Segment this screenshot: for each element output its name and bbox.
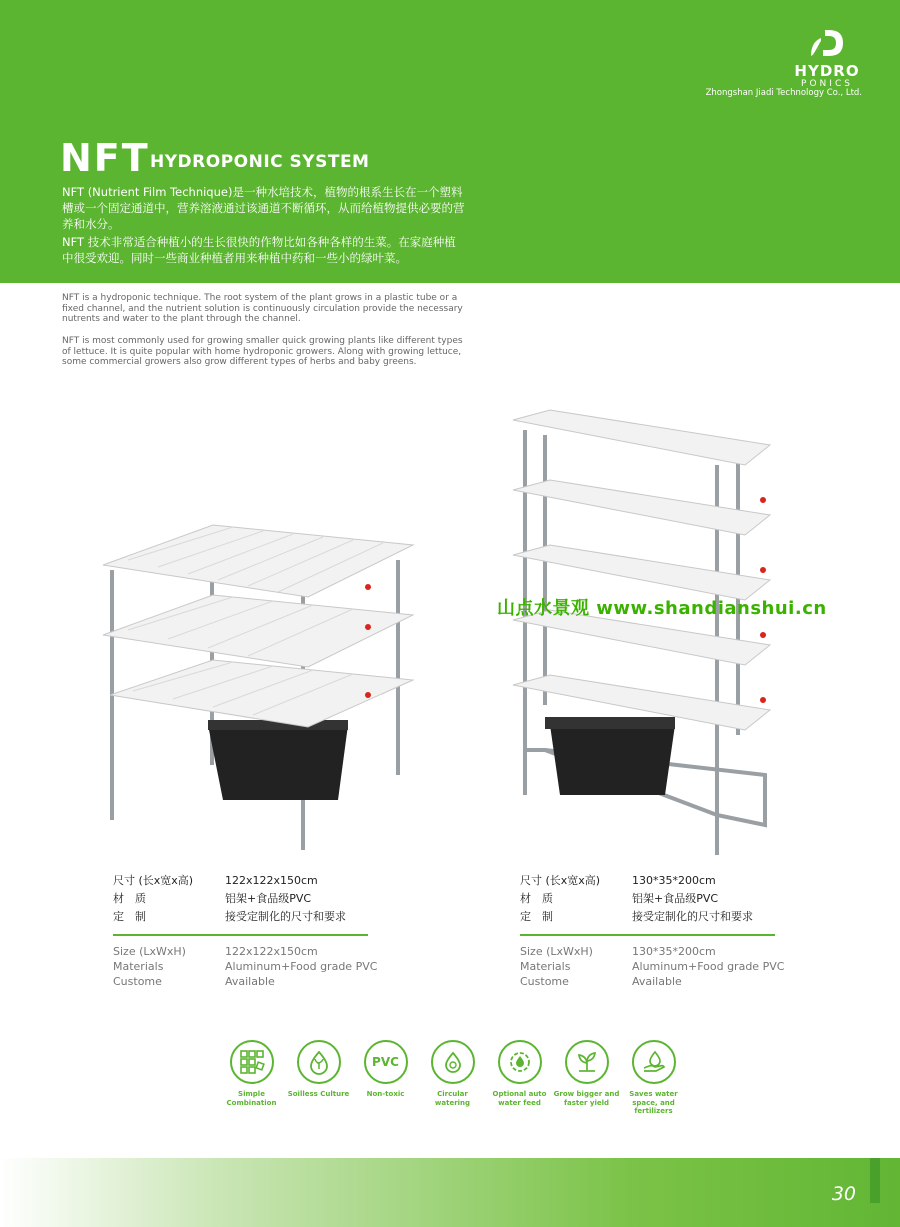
pvc-badge-icon: [364, 1040, 408, 1084]
spec-value: 122x122x150cm: [225, 945, 318, 958]
spec-divider: [520, 934, 775, 936]
page-number: 30: [831, 1183, 856, 1205]
spec-key: 定 制: [520, 910, 553, 923]
pvc-badge-text: PVC: [372, 1055, 399, 1069]
brand-logo: [792, 26, 862, 89]
spec-row: [113, 890, 377, 908]
page-title-main: NFT: [60, 136, 150, 180]
brand-line-1: HYDRO: [794, 62, 860, 80]
spec-divider: [113, 934, 368, 936]
spec-value: Available: [632, 975, 682, 988]
product-2-specs: [520, 872, 784, 989]
feature-label: Saves water space, and fertilizers: [629, 1090, 678, 1115]
brand-line-2: PONICS: [801, 79, 853, 89]
feature-label: Non-toxic: [366, 1090, 405, 1098]
spec-row: [113, 872, 377, 890]
feature-label: Circular watering: [434, 1090, 471, 1107]
spec-value: Available: [225, 975, 275, 988]
spec-value: 130*35*200cm: [632, 945, 716, 958]
spec-key: Size (LxWxH): [113, 945, 186, 958]
hand-drop-icon: [632, 1040, 676, 1084]
watermark-text: 山点水景观 www.shandianshui.cn: [497, 598, 827, 619]
spec-value: 122x122x150cm: [225, 874, 318, 887]
spec-key: 尺寸 (长x宽x高): [113, 874, 194, 887]
feature-label: Optional auto water feed: [492, 1090, 547, 1107]
spec-row: [520, 944, 784, 959]
spec-key: Size (LxWxH): [520, 945, 593, 958]
spec-row: [113, 974, 377, 989]
spec-row: [113, 944, 377, 959]
spec-key: 尺寸 (长x宽x高): [520, 874, 601, 887]
spec-value: 铝架+食品级PVC: [225, 892, 312, 905]
en-paragraph-1: NFT is a hydroponic technique. The root system of the plant grows in a plastic tube or a fixed channel, and the nutrient solution is continuously circulation provide the necessary nutrents and water to the plant through the channel.: [62, 293, 463, 324]
page-accent-bar: [870, 1158, 880, 1203]
feature-circular-watering: [419, 1040, 486, 1116]
grid-blocks-icon: [230, 1040, 274, 1084]
spec-value: 接受定制化的尺寸和要求: [225, 910, 346, 923]
spec-row: [520, 890, 784, 908]
feature-soilless-culture: [285, 1040, 352, 1116]
sprout-drop-icon: [297, 1040, 341, 1084]
product-1-specs: [113, 872, 377, 989]
spec-key: 材 质: [520, 892, 553, 905]
company-name: Zhongshan Jiadi Technology Co., Ltd.: [705, 88, 862, 98]
spec-value: Aluminum+Food grade PVC: [225, 960, 378, 973]
page-title-sub: HYDROPONIC SYSTEM: [150, 152, 370, 172]
feature-label: Grow bigger and faster yield: [553, 1090, 620, 1107]
spec-row: [520, 908, 784, 926]
spec-value: 130*35*200cm: [632, 874, 716, 887]
spec-value: 接受定制化的尺寸和要求: [632, 910, 753, 923]
spec-row: [520, 959, 784, 974]
square-nft-rack-image: [98, 515, 418, 855]
spec-key: Materials: [113, 960, 164, 973]
feature-non-toxic: [352, 1040, 419, 1116]
feature-label: Simple Combination: [226, 1090, 277, 1107]
cn-paragraph-1: NFT (Nutrient Film Technique)是一种水培技术，植物的根系生长在一个塑料槽或一个固定通道中，营养溶液通过该通道不断循环，从而给植物提供必要的营养和水分。: [62, 185, 465, 231]
spec-key: 定 制: [113, 910, 146, 923]
spec-key: Custome: [520, 975, 569, 988]
spec-key: Materials: [520, 960, 571, 973]
spec-value: 铝架+食品级PVC: [632, 892, 719, 905]
plant-growth-icon: [565, 1040, 609, 1084]
feature-grow-bigger: [553, 1040, 620, 1116]
feature-saves-water: [620, 1040, 687, 1116]
vertical-nft-rack-image: [505, 405, 785, 865]
spec-value: Aluminum+Food grade PVC: [632, 960, 785, 973]
spec-key: 材 质: [113, 892, 146, 905]
cn-paragraph-2: NFT 技术非常适合种植小的生长很快的作物比如各种各样的生菜。在家庭种植中很受欢迎。同时一些商业种植者用来种植中药和一些小的绿叶菜。: [62, 235, 456, 265]
feature-simple-combination: [218, 1040, 285, 1116]
footer-band: [0, 1158, 900, 1227]
feature-auto-water-feed: [486, 1040, 553, 1116]
spec-row: [520, 872, 784, 890]
en-paragraph-2: NFT is most commonly used for growing smaller quick growing plants like different types of lettuce. It is quite popular with home hydroponic growers. Along with growing lettuce, some commercial growers also grow different types of herbs and baby greens.: [62, 336, 463, 367]
spec-key: Custome: [113, 975, 162, 988]
spec-row: [520, 974, 784, 989]
feature-icons-row: [218, 1040, 687, 1116]
circular-drop-icon: [431, 1040, 475, 1084]
hydroponics-logo-icon: [805, 26, 849, 60]
spec-row: [113, 908, 377, 926]
auto-feed-icon: [498, 1040, 542, 1084]
feature-label: Soilless Culture: [287, 1090, 350, 1098]
spec-row: [113, 959, 377, 974]
